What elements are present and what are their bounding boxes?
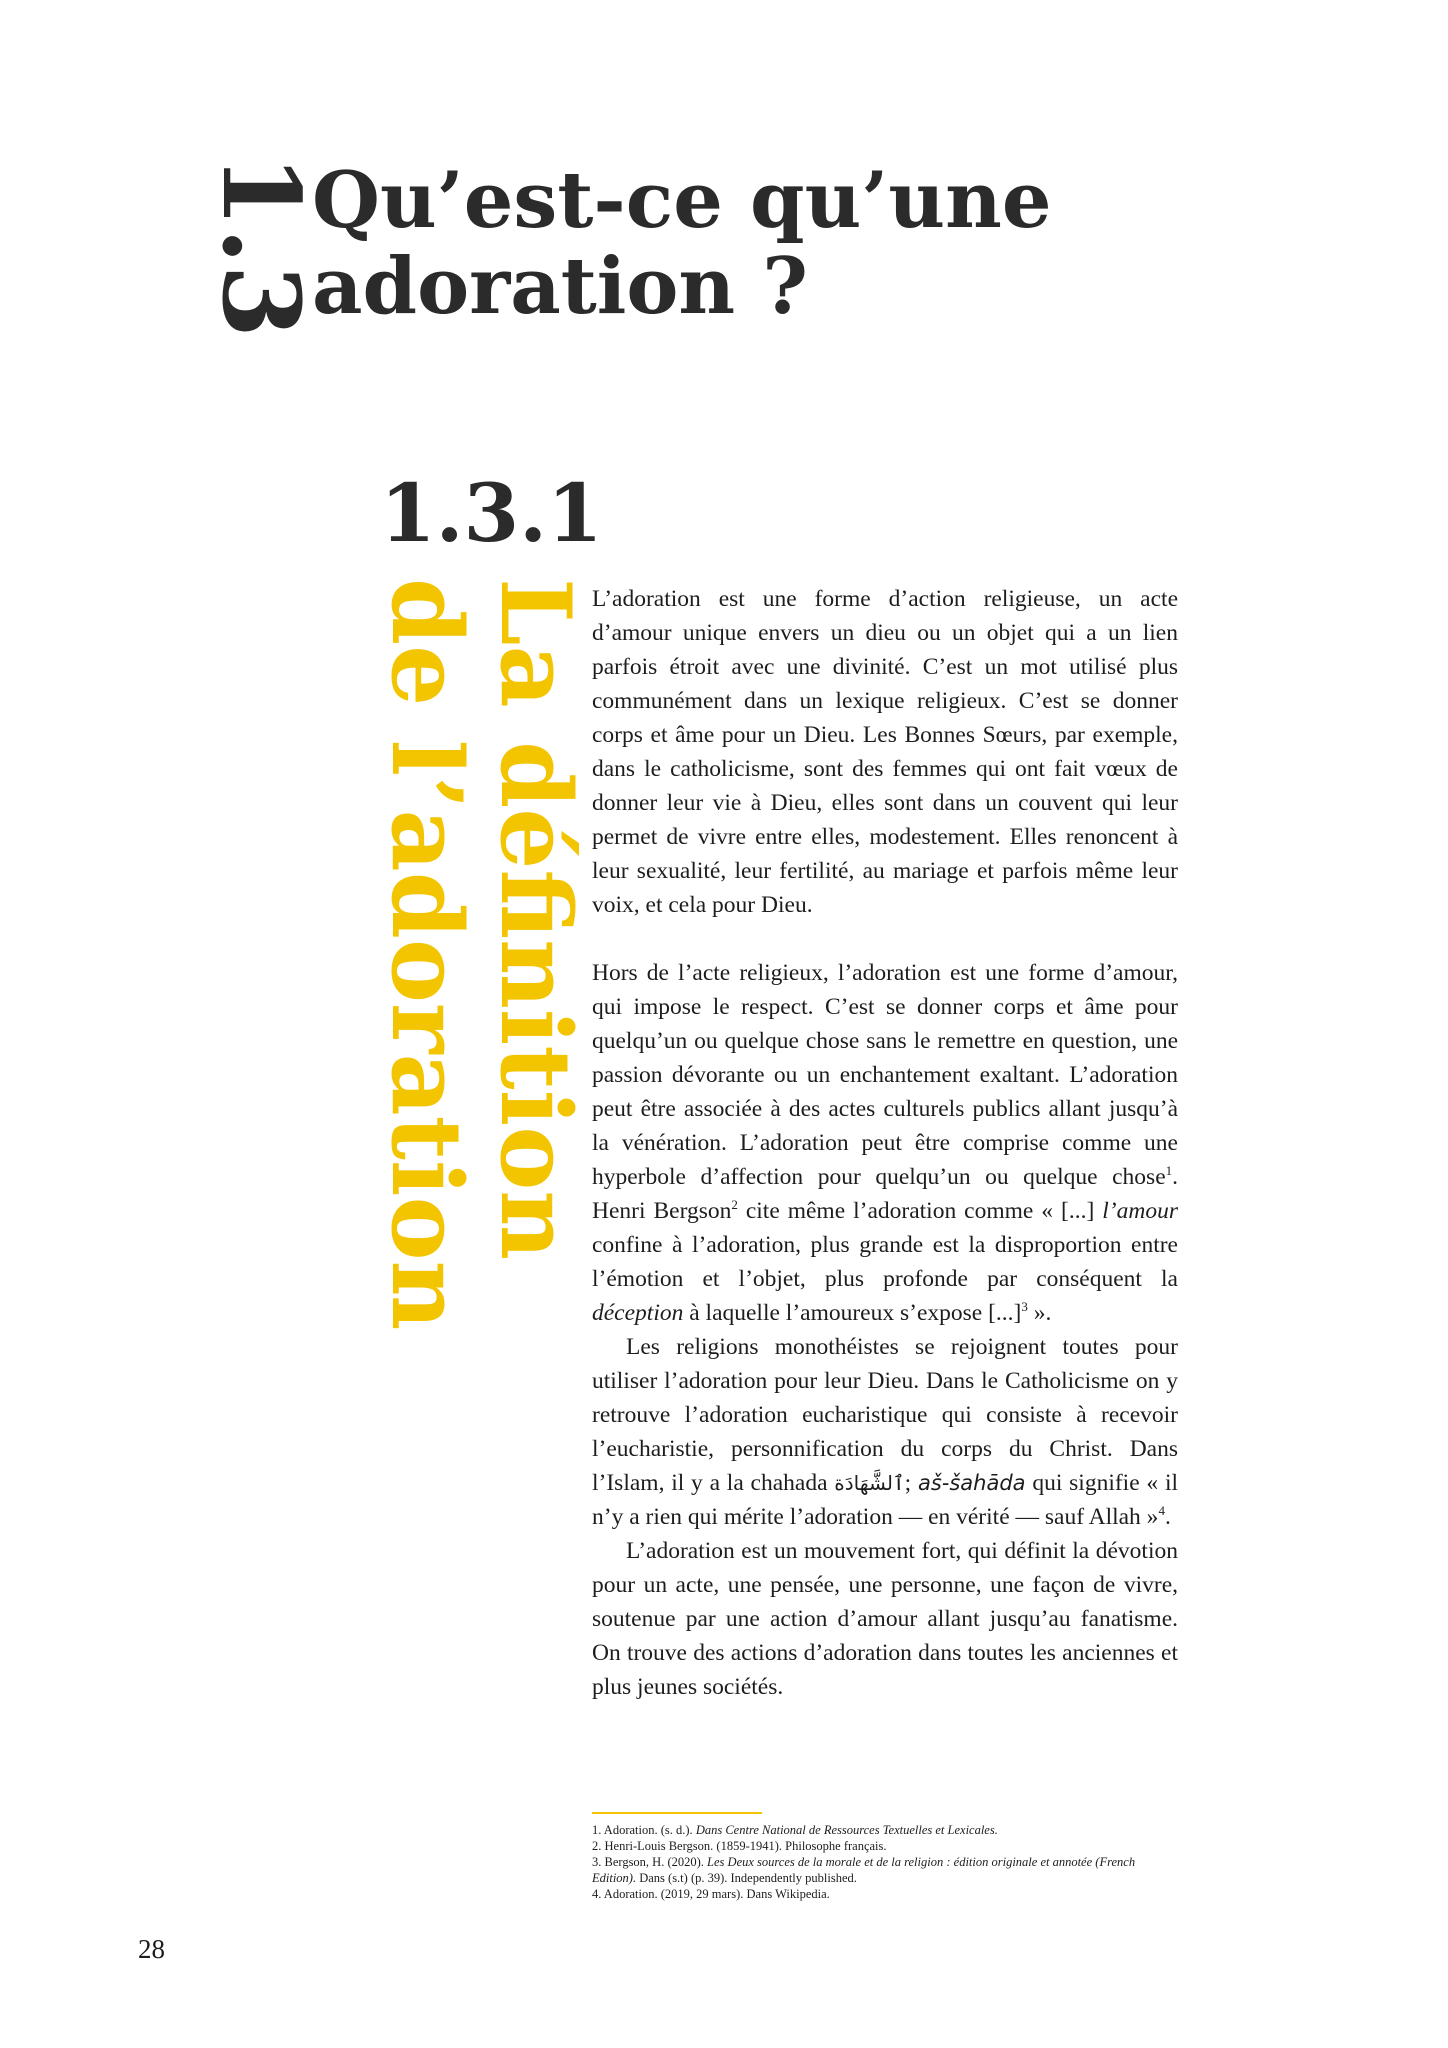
footnote-3: 3. Bergson, H. (2020). Les Deux sources de la morale et de la religion : édition originale et annotée (French Edition). Dans (s.t) (p. 39). Independently published. bbox=[592, 1855, 1136, 1885]
arabic-term: ٱلشَّهَادَة bbox=[834, 1471, 905, 1495]
paragraph-2: Hors de l’acte religieux, l’adoration est une forme d’amour, qui impose le respect. C’est se donner corps et âme pour quelqu’un ou quelque chose sans le remettre en question, une passion dévorante ou un enchantement exaltant. L’adoration peut être associée à des actes culturels publics allant jusqu’à la vénération. L’adoration peut être comprise comme une hyperbole d’affection pour quelqu’un ou quelque chose$^1$. Henri Bergson$^2$ cite même l’adoration comme « [...] l’amour confine à l’adoration, plus grande est la disproportion entre l’émotion et l’objet, plus profonde par conséquent la déception à laquelle l’amoureux s’expose [...]$^3$ ». bbox=[592, 960, 1178, 1326]
footnote-ref-3: 3 bbox=[1021, 1299, 1028, 1315]
chapter-title bbox=[312, 155, 1212, 332]
chapter-title-line-2: adoration ? bbox=[312, 241, 808, 332]
transliteration: aš-šahāda bbox=[917, 1471, 1026, 1495]
footnote-ref-1: 1 bbox=[1165, 1163, 1173, 1179]
chapter-number: 1.3 bbox=[199, 153, 325, 339]
page-number: 28 bbox=[138, 1934, 165, 1964]
section-title-line-1: La définition bbox=[479, 578, 592, 1261]
body-text bbox=[592, 582, 1178, 1704]
footnote-4: 4. Adoration. (2019, 29 mars). Dans Wikipedia. bbox=[592, 1887, 830, 1901]
chapter-title-line-1: Qu’est-ce qu’une bbox=[312, 155, 1052, 246]
footnote-1: 1. Adoration. (s. d.). Dans Centre National de Ressources Textuelles et Lexicales. bbox=[592, 1823, 998, 1837]
footnote-ref-4: 4 bbox=[1158, 1503, 1165, 1519]
footnotes bbox=[592, 1822, 1178, 1902]
footnote-divider bbox=[592, 1812, 762, 1814]
footnote-2: 2. Henri-Louis Bergson. (1859-1941). Philosophe français. bbox=[592, 1839, 887, 1853]
footnote-ref-2: 2 bbox=[731, 1197, 738, 1213]
section-title bbox=[372, 578, 590, 1378]
paragraph-1: L’adoration est une forme d’action religieuse, un acte d’amour unique envers un dieu ou un objet qui a un lien parfois étroit avec une divinité. C’est un mot utilisé plus communément dans un lexique religieux. C’est se donner corps et âme pour un Dieu. Les Bonnes Sœurs, par exemple, dans le catholicisme, sont des femmes qui ont fait vœux de donner leur vie à Dieu, elles sont dans un couvent qui leur permet de vivre entre elles, modestement. Elles renoncent à leur sexualité, leur fertilité, au mariage et parfois même leur voix, et cela pour Dieu. bbox=[592, 586, 1178, 918]
section-title-line-2: de l’adoration bbox=[370, 578, 483, 1331]
section-number: 1.3.1 bbox=[380, 466, 603, 560]
paragraph-3: Les religions monothéistes se rejoignent toutes pour utiliser l’adoration pour leur Dieu. Dans le Catholicisme on y retrouve l’adoration eucharistique qui consiste à recevoir l’eucharistie, personnification du corps du Christ. Dans l’Islam, il y a la chahada ٱلشَّهَادَة; aš-šahāda qui signifie « il n’y a rien qui mérite l’adoration — en vérité — sauf Allah »$^4$. bbox=[592, 1334, 1178, 1530]
paragraph-4: L’adoration est un mouvement fort, qui définit la dévotion pour un acte, une pensée, une personne, une façon de vivre, soutenue par une action d’amour allant jusqu’au fanatisme. On trouve des actions d’adoration dans toutes les anciennes et plus jeunes sociétés. bbox=[592, 1538, 1178, 1700]
